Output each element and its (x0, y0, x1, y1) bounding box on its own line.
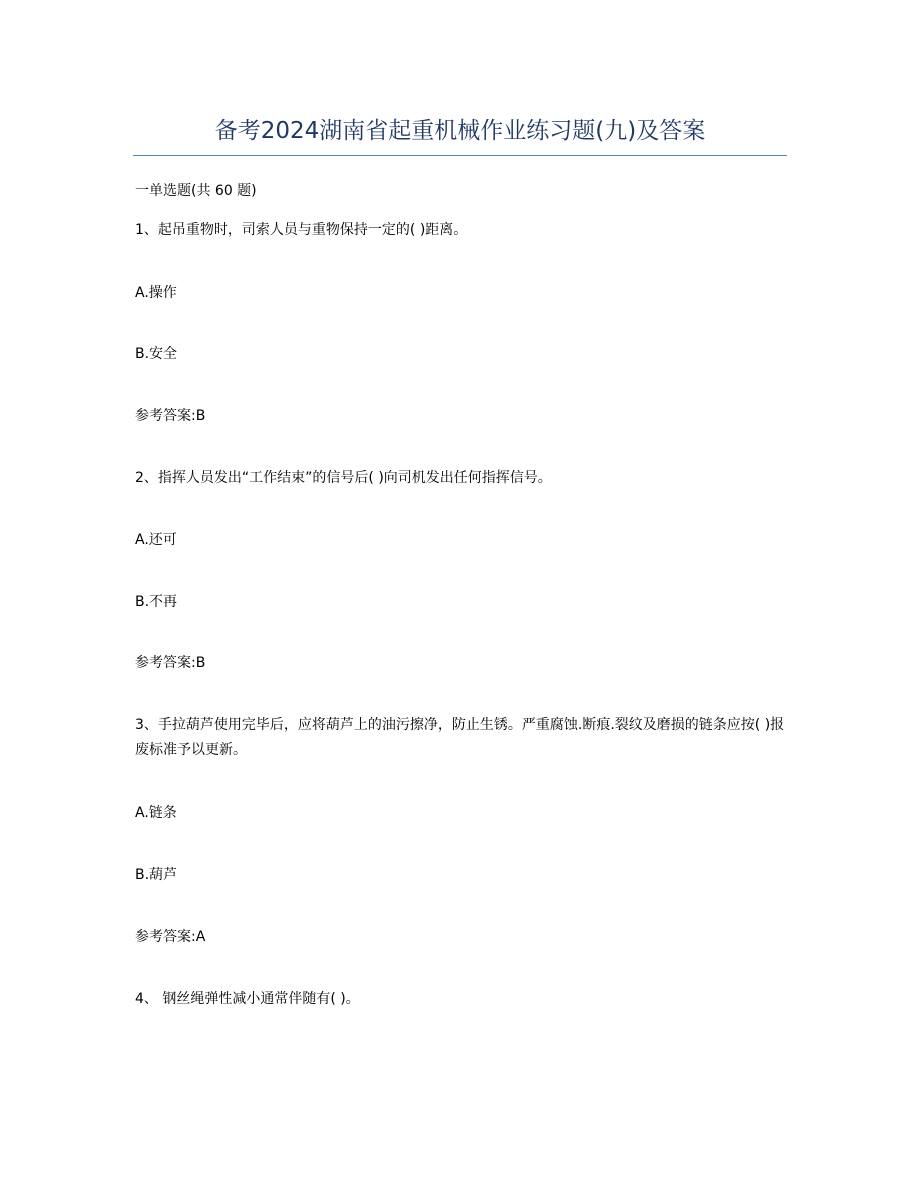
question-1-option-b: B.安全 (135, 346, 178, 362)
document-title: 备考2024湖南省起重机械作业练习题(九)及答案 (214, 118, 706, 144)
question-3-stem: 3、手拉葫芦使用完毕后，应将葫芦上的油污擦净，防止生锈。严重腐蚀.断痕.裂纹及磨损的链条应按( )报废标准予以更新。 (135, 717, 785, 758)
question-3-answer: 参考答案:A (135, 929, 206, 945)
question-2-stem: 2、指挥人员发出“工作结束”的信号后( )向司机发出任何指挥信号。 (135, 470, 552, 486)
question-2-option-b: B.不再 (135, 594, 178, 610)
question-3-option-a: A.链条 (135, 805, 177, 821)
question-2-option-a: A.还可 (135, 532, 177, 548)
question-2-answer: 参考答案:B (135, 655, 206, 671)
question-1-stem: 1、起吊重物时，司索人员与重物保持一定的( )距离。 (135, 222, 468, 238)
question-4-stem: 4、 钢丝绳弹性减小通常伴随有( )。 (135, 991, 360, 1007)
question-3-option-b: B.葫芦 (135, 867, 178, 883)
question-1-answer: 参考答案:B (135, 408, 206, 424)
section-heading: 一单选题(共 60 题) (135, 183, 257, 199)
question-1-option-a: A.操作 (135, 285, 177, 301)
title-divider (133, 155, 787, 156)
